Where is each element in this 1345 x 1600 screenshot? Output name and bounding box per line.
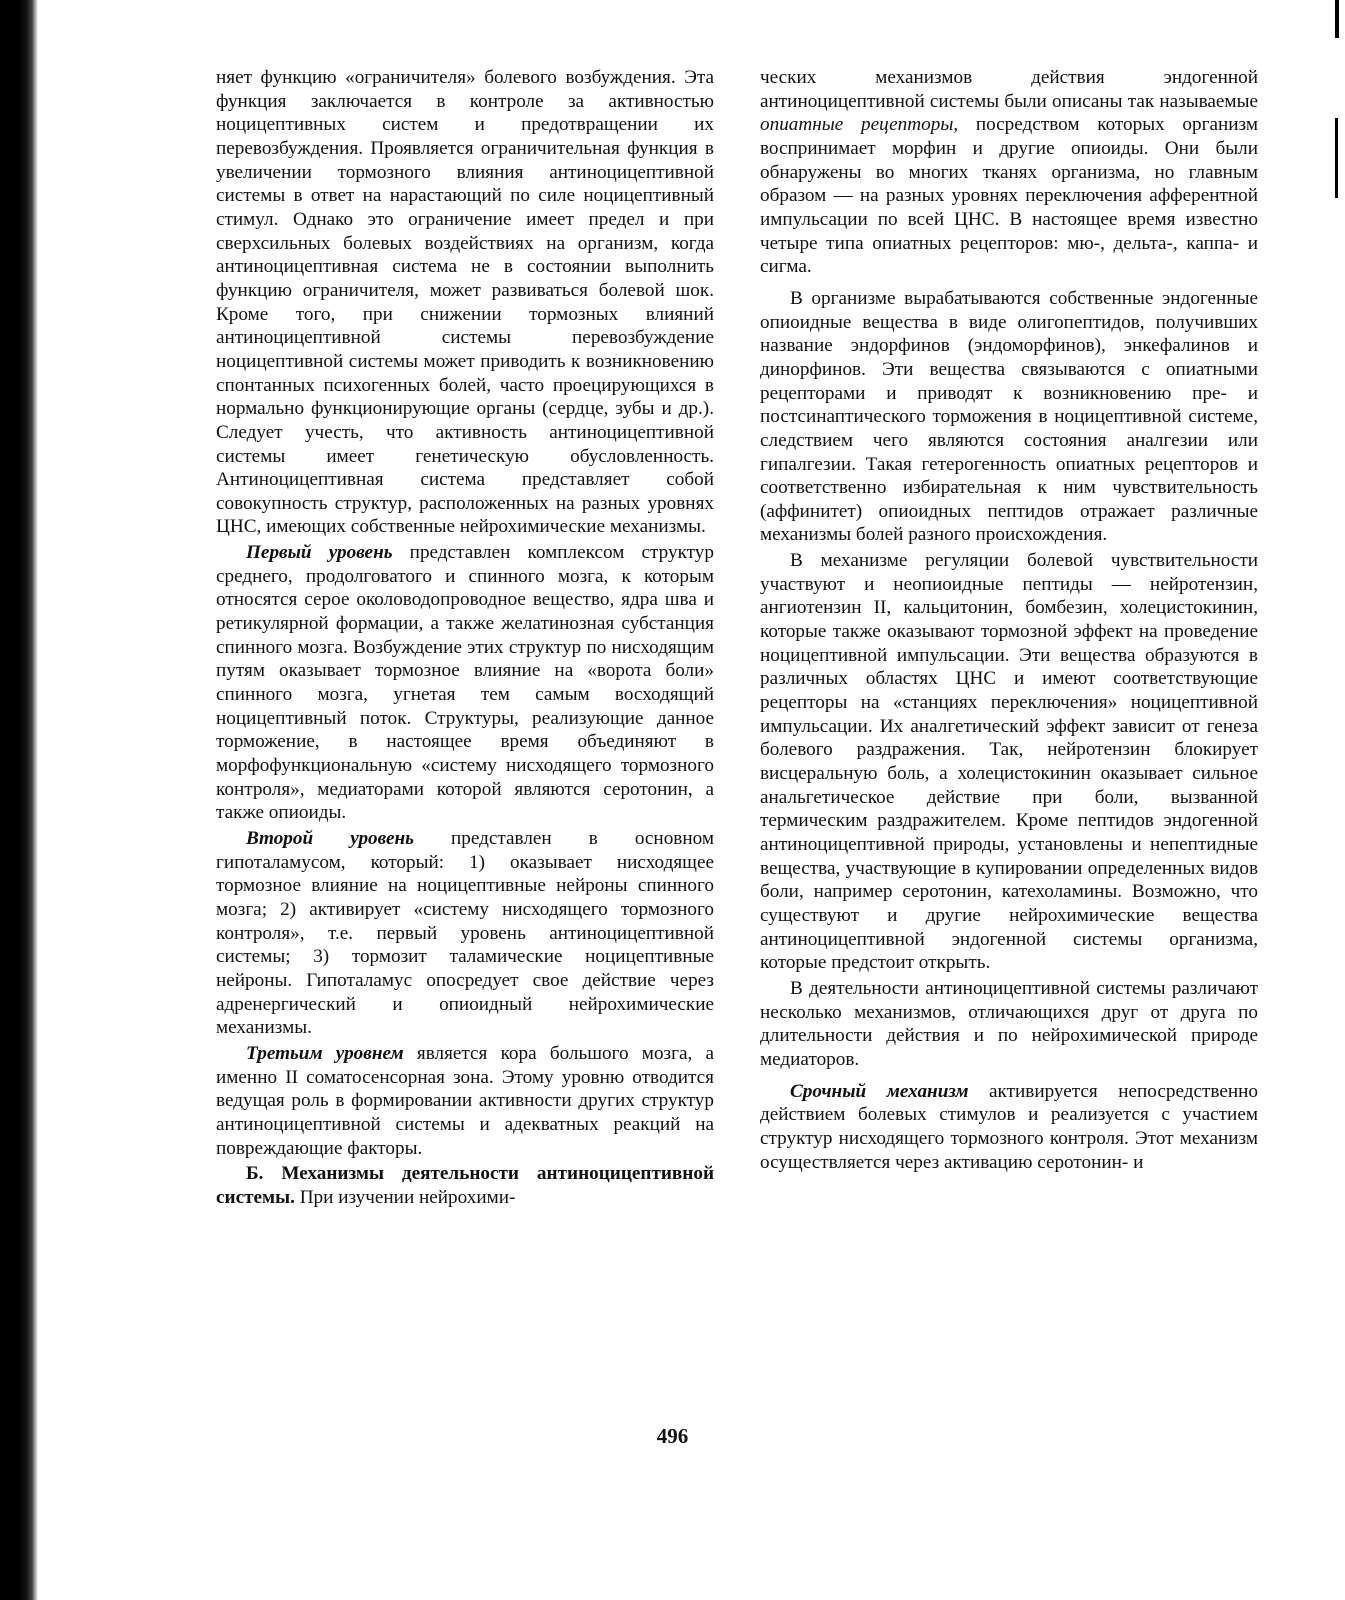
paragraph-text: активируется непосредственно действием болевых стимулов и реализуется с участием структур нисходящего тормозного контроля. Этот механизм осуществляется через активацию серотонин- и — [760, 1080, 1258, 1173]
paragraph-text: является кора большого мозга, а именно II соматосенсорная зона. Этому уровню отводится ведущая роль в формировании активности других структур антиноцицептивной системы и адекватных реакций на повреждающие факторы. — [216, 1042, 715, 1159]
paragraph-text: , посредством которых организм воспринимает морфин и другие опиоиды. Они были обнаружены во многих тканях организма, но главным образом — на разных уровнях переключения афферентной импульсации по всей ЦНС. В настоящее время известно четыре типа опиатных рецепторов: мю-, дельта-, каппа- и сигма. — [760, 114, 1258, 278]
paragraph: няет функцию «ограничителя» болевого возбуждения. Эта функция заключается в контроле за активностью ноцицептивных систем и предотвращении их перевозбуждения. Проявляется ограничительная функция в увеличении тормозного влияния антиноцицептивной системы в ответ на нарастающий по силе ноцицептивный стимул. Однако это ограничение имеет предел и при сверхсильных болевых воздействиях на организм, когда антиноцицептивная система не в состоянии выполнить функцию ограничителя, может развиваться болевой шок. Кроме того, при снижении тормозных влияний антиноцицептивной системы перевозбуждение ноцицептивной системы может приводить к возникновению спонтанных психогенных болей, часто проецирующихся в нормально функционирующие органы (сердце, зубы и др.). Следует учесть, что активность антиноцицептивной системы имеет генетическую обусловленность. Антиноцицептивная система представляет собой совокупность структур, расположенных на разных уровнях ЦНС, имеющих собственные нейрохимические механизмы. — [216, 67, 714, 538]
page-number: 496 — [656, 1424, 689, 1448]
term-third-level: Третьим уровнем — [246, 1042, 404, 1064]
paragraph — [216, 827, 714, 1040]
term-urgent-mechanism: Срочный механизм — [790, 1080, 969, 1102]
paragraph: В механизме регуляции болевой чувствительности участвуют и неопиоидные пептиды — нейротензин, ангиотензин II, кальцитонин, бомбезин, холецистокинин, которые также оказывают тормозной эффект на проведение ноцицептивной импульсации. Эти вещества образуются в различных областях ЦНС и имеют соответствующие рецепторы на «станциях переключения» ноцицептивной импульсации. Их аналгетический эффект зависит от генеза болевого раздражения. Так, нейротензин блокирует висцеральную боль, а холецистокинин оказывает сильное анальгетическое действие при боли, вызванной термическим раздражителем. Кроме пептидов эндогенной антиноцицептивной природы, установлены и непептидные вещества, участвующие в купировании определенных видов боли, например серотонин, катехоламины. Возможно, что существуют и другие нейрохимические вещества антиноцицептивной эндогенной системы организма, которые предстоит открыть. — [760, 550, 1258, 974]
paragraph — [760, 66, 1258, 279]
term-first-level: Первый уровень — [246, 542, 393, 564]
paragraph-text: представлен комплексом структур среднего, продолговатого и спинного мозга, к которым относятся серое околоводопроводное вещество, ядра шва и ретикулярной формации, а также желатинозная субстанция спинного мозга. Возбуждение этих структур по нисходящим путям оказывает тормозное влияние на «ворота боли» спинного мозга, угнетая тем самым восходящий ноцицептивный поток. Структуры, реализующие данное торможение, в настоящее время объединяют в морфофункциональную «систему нисходящего тормозного контроля», медиаторами которой являются серотонин, а также опиоиды. — [216, 542, 714, 824]
paragraph — [216, 1162, 714, 1209]
paragraph: В организме вырабатываются собственные эндогенные опиоидные вещества в виде олигопептидов, получивших название эндорфинов (эндоморфинов), энкефалинов и динорфинов. Эти вещества связываются с опиатными рецепторами и приводят к возникновению пре- и постсинаптического торможения в ноцицептивной системе, следствием чего являются состояния аналгезии или гипалгезии. Такая гетерогенность опиатных рецепторов и соответственно избирательная к ним чувствительность (аффинитет) опиоидных пептидов отражает различные механизмы болей разного происхождения. — [760, 287, 1258, 546]
term-opiate-receptors: опиатные рецепторы — [760, 114, 954, 136]
paragraph — [760, 1080, 1258, 1175]
paragraph-text: При изучении нейрохими- — [294, 1186, 516, 1208]
paragraph — [216, 541, 714, 825]
right-column — [760, 66, 1258, 1174]
paragraph-text: ческих механизмов действия эндогенной антиноцицептивной системы были описаны так называемые — [760, 67, 1258, 112]
scan-mark-right — [1335, 118, 1338, 198]
paragraph — [216, 1042, 714, 1160]
scan-mark-top-right — [1335, 0, 1339, 38]
paragraph: В деятельности антиноцицептивной системы различают несколько механизмов, отличающихся друг от друга по длительности действия и по нейрохимической природе медиаторов. — [760, 977, 1258, 1070]
scan-border-left — [0, 0, 38, 1600]
paragraph-text: представлен в основном гипоталамусом, который: 1) оказывает нисходящее тормозное влияние на ноцицептивные нейроны спинного мозга; 2) активирует «систему нисходящего тормозного контроля», т.е. первый уровень антиноцицептивной системы; 3) тормозит таламические ноцицептивные нейроны. Гипоталамус опосредует свое действие через адренергический и опиоидный нейрохимические механизмы. — [216, 828, 714, 1039]
term-second-level: Второй уровень — [246, 828, 414, 849]
section-heading: Б. Механизмы деятельности антиноцицептивной системы. — [216, 1163, 714, 1208]
left-column — [216, 66, 714, 1210]
